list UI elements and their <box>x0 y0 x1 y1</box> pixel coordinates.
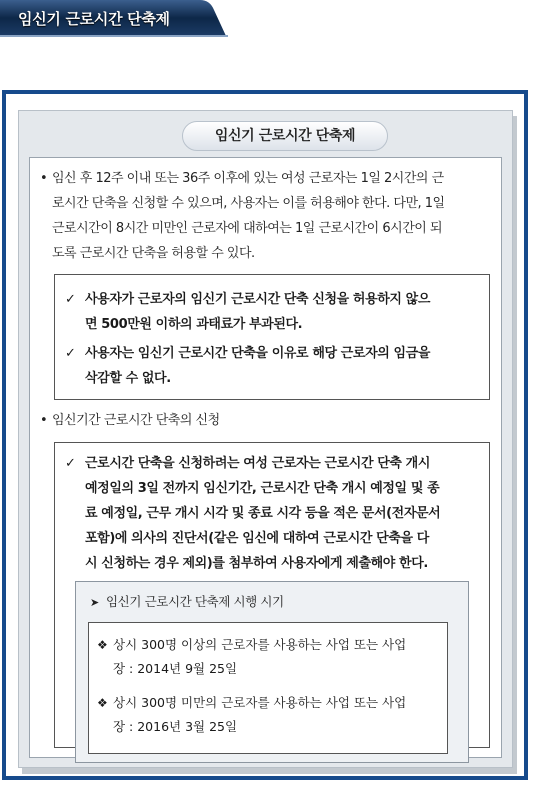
check-item-line: 료 예정일, 근무 개시 시각 및 종료 시각 등을 적은 문서(전자문서 <box>85 506 441 521</box>
content-frame <box>2 90 528 780</box>
content-panel <box>18 110 513 768</box>
section-heading: 임신기 근로시간 단축제 <box>182 121 388 151</box>
arrow-right-icon: ➤ <box>90 596 99 609</box>
inner-content <box>29 157 502 758</box>
check-item-line: 시 신청하는 경우 제외)를 첨부하여 사용자에게 제출해야 한다. <box>85 556 428 571</box>
schedule-subsection <box>75 581 469 763</box>
bullet-dot: • <box>40 413 48 428</box>
bullet-application <box>40 408 500 433</box>
title-tab <box>0 0 230 38</box>
check-item <box>65 341 481 391</box>
schedule-item-line: 장 : 2016년 3월 25일 <box>113 719 238 734</box>
bullet-dot: • <box>40 171 48 186</box>
check-icon: ✓ <box>65 292 76 307</box>
check-icon: ✓ <box>65 346 76 361</box>
schedule-item-line: 상시 300명 이상의 근로자를 사용하는 사업 또는 사업 <box>113 637 407 652</box>
bullet-intro <box>40 166 500 266</box>
diamond-bullet-icon: ❖ <box>97 696 108 710</box>
check-item <box>65 287 481 337</box>
schedule-item-line: 상시 300명 미만의 근로자를 사용하는 사업 또는 사업 <box>113 695 407 710</box>
bullet-intro-line-2: 로시간 단축을 신청할 수 있으며, 사용자는 이를 허용해야 한다. 다만, 1일 <box>52 196 445 211</box>
bullet-intro-line-1: 임신 후 12주 이내 또는 36주 이후에 있는 여성 근로자는 1일 2시간의 근 <box>52 171 444 186</box>
penalty-box <box>54 274 490 400</box>
check-item-line: 근로시간 단축을 신청하려는 여성 근로자는 근로시간 단축 개시 <box>85 456 430 471</box>
check-item-line: 포함)에 의사의 진단서(같은 임신에 대하여 근로시간 단축을 다 <box>85 531 429 546</box>
check-item-line: 삭감할 수 없다. <box>85 371 171 386</box>
schedule-item-line: 장 : 2014년 9월 25일 <box>113 661 238 676</box>
schedule-item <box>97 633 439 683</box>
schedule-heading-text: 임신기 근로시간 단축제 시행 시기 <box>106 594 284 609</box>
schedule-heading <box>90 592 284 610</box>
check-icon: ✓ <box>65 456 76 471</box>
page-title: 임신기 근로시간 단축제 <box>18 10 170 28</box>
check-item-line: 예정일의 3일 전까지 임신기간, 근로시간 단축 개시 예정일 및 종 <box>85 481 440 496</box>
bullet-intro-line-4: 도록 근로시간 단축을 허용할 수 있다. <box>52 246 255 261</box>
check-item-line: 사용자는 임신기 근로시간 단축을 이유로 해당 근로자의 임금을 <box>85 346 430 361</box>
schedule-item <box>97 691 439 741</box>
schedule-dates <box>88 622 448 754</box>
check-item-line: 사용자가 근로자의 임신기 근로시간 단축 신청을 허용하지 않으 <box>85 292 430 307</box>
bullet-application-text: 임신기간 근로시간 단축의 신청 <box>52 413 220 428</box>
check-item <box>65 451 481 581</box>
check-item-line: 면 500만원 이하의 과태료가 부과된다. <box>85 317 303 332</box>
bullet-intro-line-3: 근로시간이 8시간 미만인 근로자에 대하여는 1일 근로시간이 6시간이 되 <box>52 221 442 236</box>
diamond-bullet-icon: ❖ <box>97 638 108 652</box>
application-box <box>54 442 490 748</box>
